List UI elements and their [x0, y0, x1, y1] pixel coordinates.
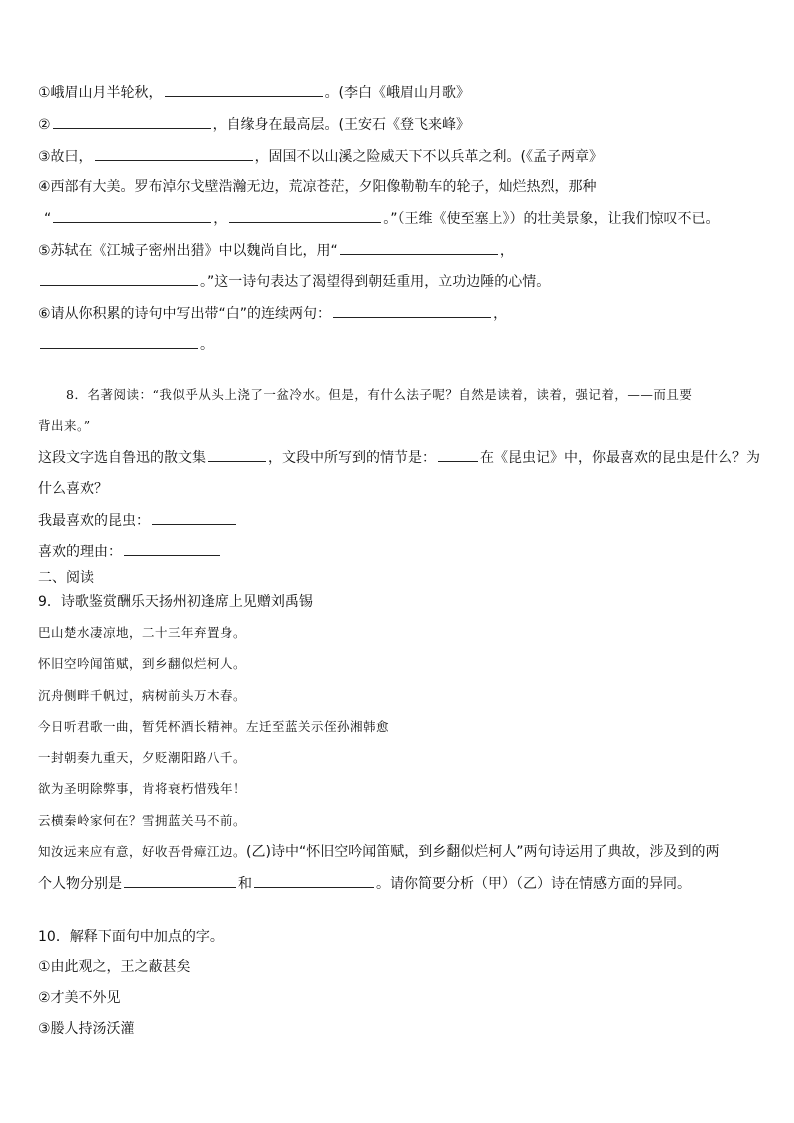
- q7-line-7: [38, 271, 764, 292]
- q7-l4-text: ④西部有大美。罗布淖尔戈壁浩瀚无边，荒凉苍茫，夕阳像勒勒车的轮子，灿烂热烈，那种: [38, 179, 597, 195]
- q7-l2-text-b: ，自缘身在最高层。(王安石《登飞来峰》: [212, 117, 471, 133]
- q7-l8-text-a: ⑥请从你积累的诗句中写出带“白”的连续两句：: [38, 306, 332, 322]
- q9-q-text-c: 和: [238, 876, 252, 892]
- poem-line: [38, 654, 764, 674]
- section-heading: [38, 568, 764, 588]
- q8-line-3: [38, 447, 764, 468]
- poem-line-text: 一封朝奏九重天，夕贬潮阳路八千。: [38, 750, 247, 765]
- answer-blank[interactable]: [165, 82, 323, 97]
- q8-line-1: [66, 385, 764, 405]
- reason-label: 喜欢的理由：: [38, 544, 122, 560]
- favorite-insect-label: 我最喜欢的昆虫：: [38, 513, 150, 529]
- q9-q-text-d: 。请你简要分析（甲）（乙）诗在情感方面的异同。: [376, 876, 691, 892]
- q10-item-text: ②才美不外见: [38, 990, 121, 1006]
- q8-line-2: [38, 416, 764, 436]
- q9-question-text: (乙)诗中“怀旧空吟闻笛赋，到乡翻似烂柯人”两句诗运用了典故，涉及到的两: [246, 844, 720, 860]
- q7-l3-text-a: ③故曰，: [38, 149, 93, 165]
- q8-line-4: [38, 479, 764, 499]
- q7-l1-text-b: 。(李白《峨眉山月歌》: [324, 85, 471, 101]
- q8-l3-text-a: 这段文字选自鲁迅的散文集: [38, 450, 206, 466]
- q7-line-8: [38, 303, 764, 324]
- q10-item-text: ③媵人持汤沃灌: [38, 1021, 135, 1037]
- answer-blank[interactable]: [53, 114, 211, 129]
- poem-line-text: 怀旧空吟闻笛赋，到乡翻似烂柯人。: [38, 656, 247, 671]
- answer-blank[interactable]: [124, 873, 236, 888]
- q7-line-5: [44, 208, 764, 229]
- q7-line-2: [38, 114, 764, 135]
- q7-line-4: [38, 177, 764, 197]
- poem-line: [38, 748, 764, 768]
- q7-line-3: [38, 146, 764, 167]
- q7-line-6: [38, 240, 764, 261]
- q9-title: [38, 592, 764, 612]
- q10-item: [38, 988, 764, 1008]
- answer-blank[interactable]: [254, 873, 374, 888]
- poem-line-text: 今日听君歌一曲，暂凭杯酒长精神。左迁至蓝关示侄孙湘韩愈: [38, 719, 390, 734]
- q10-item: [38, 957, 764, 977]
- favorite-insect-blank[interactable]: [152, 510, 236, 525]
- q7-line-9: [38, 334, 764, 355]
- q7-l5-text-a: “: [44, 211, 52, 227]
- q7-l3-text-b: ，固国不以山溪之险威天下不以兵革之利。(《孟子两章》: [254, 149, 604, 165]
- q7-l5-text-b: ，: [213, 211, 228, 227]
- poem-line-text: 云横秦岭家何在？雪拥蓝关马不前。: [38, 813, 247, 828]
- answer-blank[interactable]: [95, 146, 253, 161]
- answer-blank[interactable]: [333, 303, 491, 318]
- poem-last-line: 知汝远来应有意，好收吾骨瘴江边。: [38, 844, 247, 859]
- answer-blank[interactable]: [438, 447, 478, 462]
- q7-l2-text-a: ②: [38, 117, 51, 133]
- q9-question-line-1: [38, 842, 764, 862]
- answer-blank[interactable]: [208, 447, 266, 462]
- section-title: 二、阅读: [38, 570, 94, 586]
- q7-l1-text-a: ①峨眉山月半轮秋，: [38, 85, 163, 101]
- q9-question-line-2: [38, 873, 764, 894]
- q7-l9-text-b: 。: [200, 337, 214, 353]
- poem-line: [38, 623, 764, 643]
- q8-quote-text: 8．名著阅读：“我似乎从头上浇了一盆冷水。但是，有什么法子呢？自然是读着，读着，强记着，——而且要: [66, 387, 693, 402]
- answer-blank[interactable]: [229, 208, 381, 223]
- q8-line-5: [38, 510, 764, 531]
- q8-l3-text-c: 在《昆虫记》中，你最喜欢的昆虫是什么？为: [480, 450, 760, 466]
- q10-item-text: ①由此观之，王之蔽甚矣: [38, 959, 191, 975]
- answer-blank[interactable]: [40, 334, 198, 349]
- poem-line: [38, 779, 764, 799]
- poem-line: [38, 811, 764, 831]
- poem-line-text: 沉舟侧畔千帆过，病树前头万木春。: [38, 688, 247, 703]
- q9-q-text-b: 个人物分别是: [38, 876, 122, 892]
- answer-blank[interactable]: [53, 208, 211, 223]
- q7-l8-text-b: ，: [493, 306, 508, 322]
- q8-l3-text-b: ，文段中所写到的情节是：: [268, 450, 436, 466]
- q8-l4-text: 什么喜欢？: [38, 481, 108, 497]
- q7-line-1: [38, 82, 764, 103]
- q7-l6-text-a: ⑤苏轼在《江城子密州出猎》中以魏尚自比，用“: [38, 243, 338, 259]
- q7-l5-text-c: 。”（王维《使至塞上》）的壮美景象，让我们惊叹不已。: [383, 211, 720, 227]
- reason-blank[interactable]: [124, 541, 220, 556]
- q10-item: [38, 1019, 764, 1039]
- q8-line-6: [38, 541, 764, 562]
- answer-blank[interactable]: [40, 271, 198, 286]
- poem-line-text: 欲为圣明除弊事，肯将衰朽惜残年！: [38, 781, 247, 796]
- q10-title: [38, 927, 764, 947]
- poem-line: [38, 686, 764, 706]
- poem-line: [38, 717, 764, 737]
- q7-l6-text-b: ，: [499, 243, 514, 259]
- q7-l7-text-b: 。”这一诗句表达了渴望得到朝廷重用，立功边陲的心情。: [200, 274, 551, 290]
- answer-blank[interactable]: [340, 240, 498, 255]
- poem-line-text: 巴山楚水凄凉地，二十三年弃置身。: [38, 625, 247, 640]
- q10-title-text: 10．解释下面句中加点的字。: [38, 929, 224, 945]
- q8-quote-end: 背出来。”: [38, 418, 91, 433]
- q9-title-text: 9．诗歌鉴赏酬乐天扬州初逢席上见赠刘禹锡: [38, 594, 313, 610]
